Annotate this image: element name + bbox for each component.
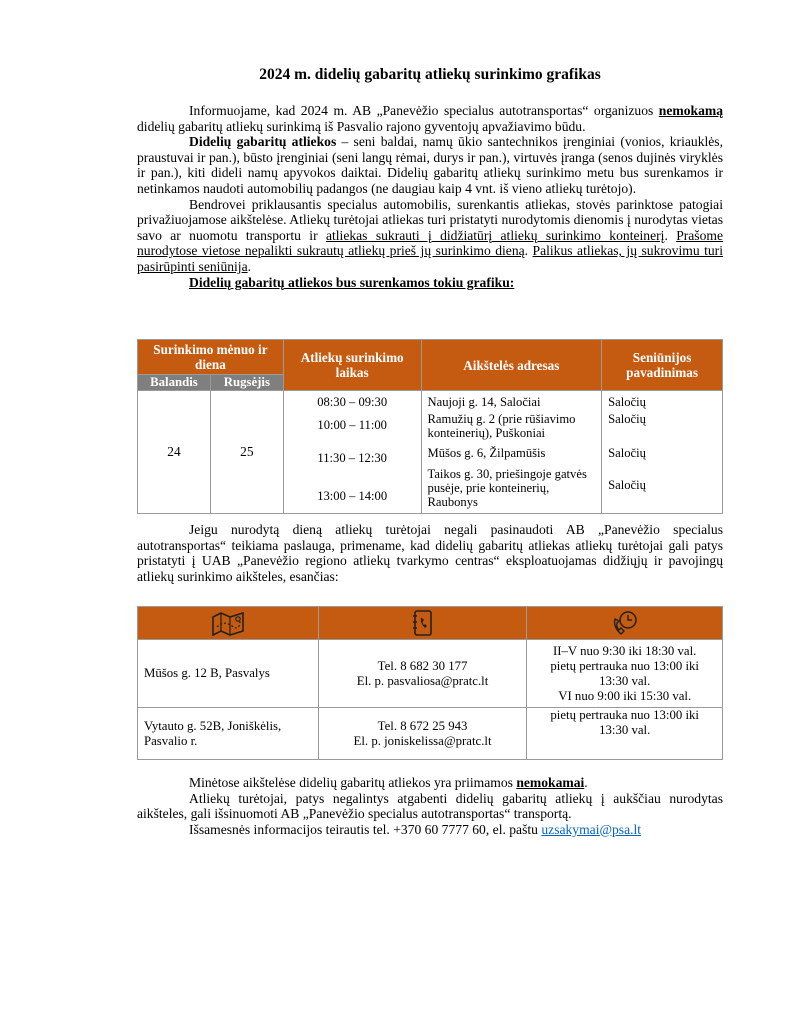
middle-paragraph: Jeigu nurodytą dieną atliekų turėtojai negali pasinaudoti AB „Panevėžio specialus autotransportas“ teikiama paslauga, primename, kad didelių gabaritų atliekas atliekų turėtojai gali patys pristatyti į UAB „Panevėžio regiono atliekų tvarkymo centras“ eksploatuojamas didžiųjų ir pavojingų atliekų surinkimo aikšteles, esančias:: [137, 522, 723, 584]
time-4: 13:00 – 14:00: [317, 489, 388, 503]
intro-text: [137, 103, 723, 290]
ward-3: Saločių: [608, 446, 646, 460]
site-1-tel: Tel. 8 682 30 177: [377, 658, 468, 673]
header-april: Balandis: [138, 375, 211, 391]
schedule-table: [137, 339, 723, 514]
times-cell: [283, 391, 421, 514]
site-1-address: Mūšos g. 12 B, Pasvalys: [138, 640, 319, 708]
address-1: Naujoji g. 14, Saločiai: [427, 395, 541, 409]
header-address: Aikštelės adresas: [421, 340, 602, 391]
final-paragraph-3: Išsamesnės informacijos teirautis tel. +370 60 7777 60, el. paštu uzsakymai@psa.lt: [189, 821, 642, 837]
april-day: 24: [138, 391, 211, 514]
ward-1: Saločių: [608, 395, 646, 409]
header-september: Rugsėjis: [210, 375, 283, 391]
site-2-address: Vytauto g. 52B, Joniškėlis, Pasvalio r.: [138, 708, 319, 760]
intro-paragraph-2: Didelių gabaritų atliekos – seni baldai, namų ūkio santechnikos įrenginiai (vonios, kriauklės, praustuvai ir pan.), būsto įrenginiai (seni langų rėmai, durys ir pan.), virtuvės įranga (senos dujinės viryklės ir pan.), kiti dideli namų apyvokos daiktai. Didelių gabaritų atliekų surinkimo metu bus surenkamos ir netinkamos naudoti automobilių padangos (ne daugiau kaip 4 vnt. iš vieno atliekų turėtojo).: [137, 134, 723, 196]
address-4: Taikos g. 30, priešingoje gatvės pusėje, prie konteinerių, Raubonys: [427, 467, 587, 509]
address-3: Mūšos g. 6, Žilpamūšis: [427, 446, 546, 460]
address-2: Ramužių g. 2 (prie rūšiavimo konteinerių), Puškoniai: [427, 412, 576, 440]
header-ward: Seniūnijos pavadinimas: [602, 340, 723, 391]
header-time: Atliekų surinkimo laikas: [283, 340, 421, 391]
site-2-contact: [318, 708, 527, 760]
header-month-day: Surinkimo mėnuo ir diena: [138, 340, 284, 375]
site-2-hours: pietų pertrauka nuo 13:00 iki 13:30 val.: [527, 708, 723, 760]
addresses-cell: [421, 391, 602, 514]
page-title: 2024 m. didelių gabaritų atliekų surinkimo grafikas: [259, 66, 601, 83]
site-1-contact: [318, 640, 527, 708]
email-link[interactable]: uzsakymai@psa.lt: [541, 821, 642, 837]
intro-paragraph-1: Informuojame, kad 2024 m. AB „Panevėžio specialus autotransportas“ organizuos nemokamą didelių gabaritų atliekų surinkimą iš Pasvalio rajono gyventojų apvažiavimo būdu.: [137, 103, 723, 134]
phone-book-icon: [412, 609, 434, 637]
sites-header-hours: [527, 607, 723, 640]
site-2-tel: Tel. 8 672 25 943: [377, 718, 468, 733]
intro-paragraph-3: Bendrovei priklausantis specialus automobilis, surenkantis atliekas, stovės parinktose patogiai privažiuojamose aikštelėse. Atliekų turėtojai atliekas turi pristatyti nurodytomis dienomis į nurodytas vietas savo ar nuomotu transportu ir atliekas sukrauti į didžiatūrį atliekų surinkimo konteinerį. Prašome nurodytose vietose nepalikti sukrautų atliekų prieš jų surinkimo dieną. Palikus atliekas, jų sukrovimu turi pasirūpinti seniūnija.: [137, 196, 724, 274]
wards-cell: [602, 391, 723, 514]
free-emphasis: nemokamą: [658, 103, 723, 118]
final-paragraph-2: Atliekų turėtojai, patys negalintys atgabenti didelių gabaritų atliekų į aukščiau nurodytas aikšteles, gali išsinuomoti AB „Panevėžio specialus autotransportas“ transportą.: [137, 790, 723, 822]
site-2-email: El. p. joniskelissa@pratc.lt: [353, 733, 492, 748]
site-1-email: El. p. pasvaliosa@pratc.lt: [356, 673, 489, 688]
map-icon: [210, 610, 246, 636]
september-day: 25: [210, 391, 283, 514]
sites-header-contact: [318, 607, 527, 640]
ward-2: Saločių: [608, 412, 646, 426]
time-3: 11:30 – 12:30: [317, 451, 387, 465]
phone-clock-icon: [611, 609, 639, 637]
ward-4: Saločių: [608, 478, 646, 492]
sites-header-location: [138, 607, 319, 640]
schedule-heading: Didelių gabaritų atliekos bus surenkamos tokiu grafiku:: [189, 274, 515, 290]
sites-table: [137, 606, 723, 760]
time-1: 08:30 – 09:30: [317, 395, 388, 409]
site-1-hours: II–V nuo 9:30 iki 18:30 val. pietų pertrauka nuo 13:00 iki 13:30 val. VI nuo 9:00 iki 15:30 val.: [527, 640, 723, 708]
final-paragraph-1: Minėtose aikštelėse didelių gabaritų atliekos yra priimamos nemokamai.: [189, 775, 588, 790]
time-2: 10:00 – 11:00: [317, 418, 387, 432]
